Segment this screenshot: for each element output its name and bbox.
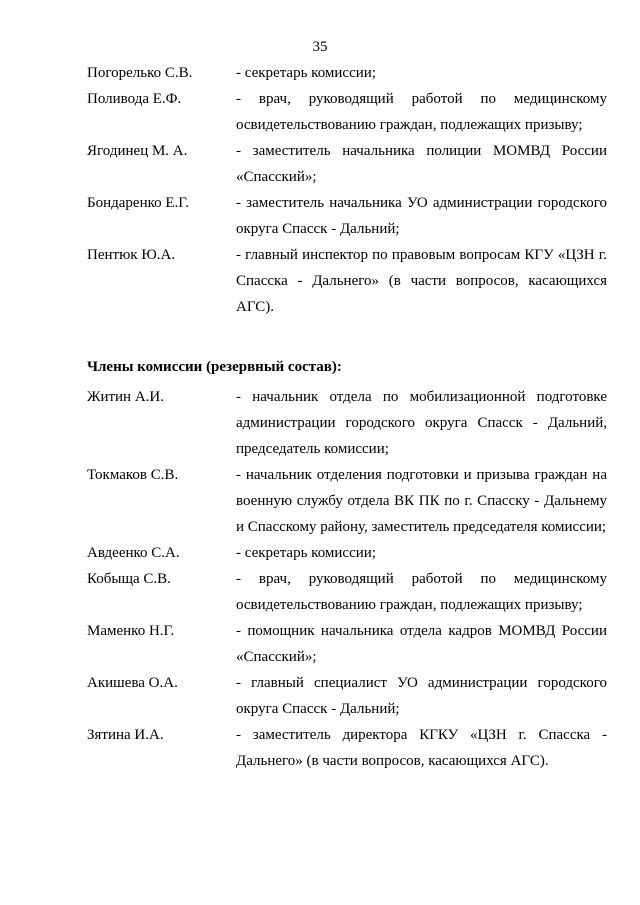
list-item bbox=[87, 384, 607, 462]
member-role: - заместитель директора КГКУ «ЦЗН г. Спасска - Дальнего» (в части вопросов, касающихся АГС). bbox=[236, 727, 607, 769]
member-name: Поливода Е.Ф. bbox=[87, 91, 182, 107]
list-item bbox=[87, 190, 607, 242]
member-name: Бондаренко Е.Г. bbox=[87, 195, 190, 211]
member-name: Кобыща С.В. bbox=[87, 571, 171, 587]
member-role: - главный инспектор по правовым вопросам КГУ «ЦЗН г. Спасска - Дальнего» (в части вопросов, касающихся АГС). bbox=[236, 247, 607, 315]
member-name: Житин А.И. bbox=[87, 389, 164, 405]
page-number: 35 bbox=[312, 39, 328, 55]
list-item bbox=[87, 540, 607, 566]
member-name: Зятина И.А. bbox=[87, 727, 164, 743]
member-role: - заместитель начальника полиции МОМВД России «Спасский»; bbox=[236, 143, 607, 185]
member-name: Авдеенко С.А. bbox=[87, 545, 180, 561]
member-role: - секретарь комиссии; bbox=[236, 65, 376, 81]
list-item bbox=[87, 462, 607, 540]
member-role: - начальник отделения подготовки и призыва граждан на военную службу отдела ВК ПК по г. Спасску - Дальнему и Спасскому району, заместитель председателя комиссии; bbox=[236, 467, 607, 535]
member-role: - заместитель начальника УО администрации городского округа Спасск - Дальний; bbox=[236, 195, 607, 237]
member-role: - врач, руководящий работой по медицинскому освидетельствованию граждан, подлежащих призыву; bbox=[236, 571, 607, 613]
member-role: - начальник отдела по мобилизационной подготовке администрации городского округа Спасск - Дальний, председатель комиссии; bbox=[236, 389, 607, 457]
member-role: - помощник начальника отдела кадров МОМВД России «Спасский»; bbox=[236, 623, 607, 665]
list-item bbox=[87, 670, 607, 722]
list-item bbox=[87, 60, 607, 86]
list-item bbox=[87, 722, 607, 774]
member-role: - секретарь комиссии; bbox=[236, 545, 376, 561]
member-role: - врач, руководящий работой по медицинскому освидетельствованию граждан, подлежащих призыву; bbox=[236, 91, 607, 133]
list-item bbox=[87, 618, 607, 670]
member-name: Токмаков С.В. bbox=[87, 467, 179, 483]
commission-list bbox=[87, 60, 607, 774]
section-heading: Члены комиссии (резервный состав): bbox=[87, 359, 342, 375]
member-name: Ягодинец М. А. bbox=[87, 143, 188, 159]
member-name: Акишева О.А. bbox=[87, 675, 178, 691]
member-name: Пентюк Ю.А. bbox=[87, 247, 176, 263]
list-item bbox=[87, 138, 607, 190]
list-item bbox=[87, 242, 607, 320]
member-name: Погорелько С.В. bbox=[87, 65, 193, 81]
list-item bbox=[87, 86, 607, 138]
member-name: Маменко Н.Г. bbox=[87, 623, 175, 639]
member-role: - главный специалист УО администрации городского округа Спасск - Дальний; bbox=[236, 675, 607, 717]
list-item bbox=[87, 566, 607, 618]
